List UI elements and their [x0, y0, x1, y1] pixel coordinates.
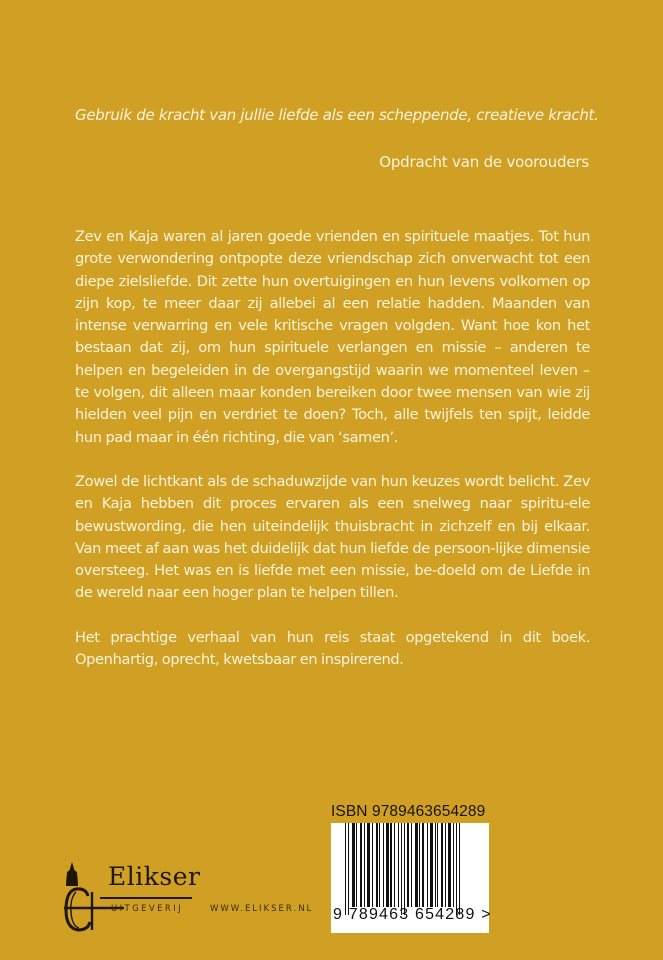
motto-quote: Gebruik de kracht van jullie liefde als een scheppende, creatieve kracht. — [75, 106, 599, 124]
back-cover-blurb — [75, 226, 590, 693]
isbn-label: ISBN 9789463654289 — [331, 803, 486, 820]
barcode-bars — [345, 823, 473, 907]
barcode — [331, 823, 492, 933]
publisher-subtitle: UITGEVERIJ — [111, 904, 183, 914]
blurb-paragraph-2: Zowel de lichtkant als de schaduwzijde van hun keuzes wordt belicht. Zev en Kaja hebben dit proces ervaren als een snelweg naar spiritu-ele bewustwording, die hen uiteindelijk thuisbracht in zichzelf en bij elkaar. Van meet af aan was het duidelijk dat hun liefde de persoon-lijke dimensie oversteeg. Het was en is liefde met een missie, be-doeld om de Liefde in de wereld naar een hoger plan te helpen tillen. — [75, 472, 590, 602]
publisher-website: WWW.ELIKSER.NL — [210, 904, 314, 914]
logo-underline — [100, 897, 192, 899]
barcode-digits: 9 789463 654289 > — [333, 906, 492, 923]
publisher-name: Elikser — [108, 862, 201, 891]
blurb-paragraph-3: Het prachtige verhaal van hun reis staat opgetekend in dit boek. Openhartig, oprecht, kwetsbaar en inspirerend. — [75, 628, 590, 669]
blurb-paragraph-1: Zev en Kaja waren al jaren goede vrienden en spirituele maatjes. Tot hun grote verwondering ontpopte deze vriendschap zich onverwacht tot een diepe zielsliefde. Dit zette hun overtuigingen en hun levens volkomen op zijn kop, te meer daar zij allebei al een relatie hadden. Maanden van intense verwarring en vele kritische vragen volgden. Want hoe kon het bestaan dat zij, om hun spirituele verlangen en missie – anderen te helpen en begeleiden in de overgangstijd waarin we momenteel leven – te volgen, dit alleen maar konden bereiken door twee mensen van wie zij hielden veel pijn en verdriet te doen? Toch, alle twijfels ten spijt, leidde hun pad maar in één richting, die van ‘samen’. — [75, 228, 590, 446]
motto-attribution: Opdracht van de voorouders — [379, 153, 589, 171]
